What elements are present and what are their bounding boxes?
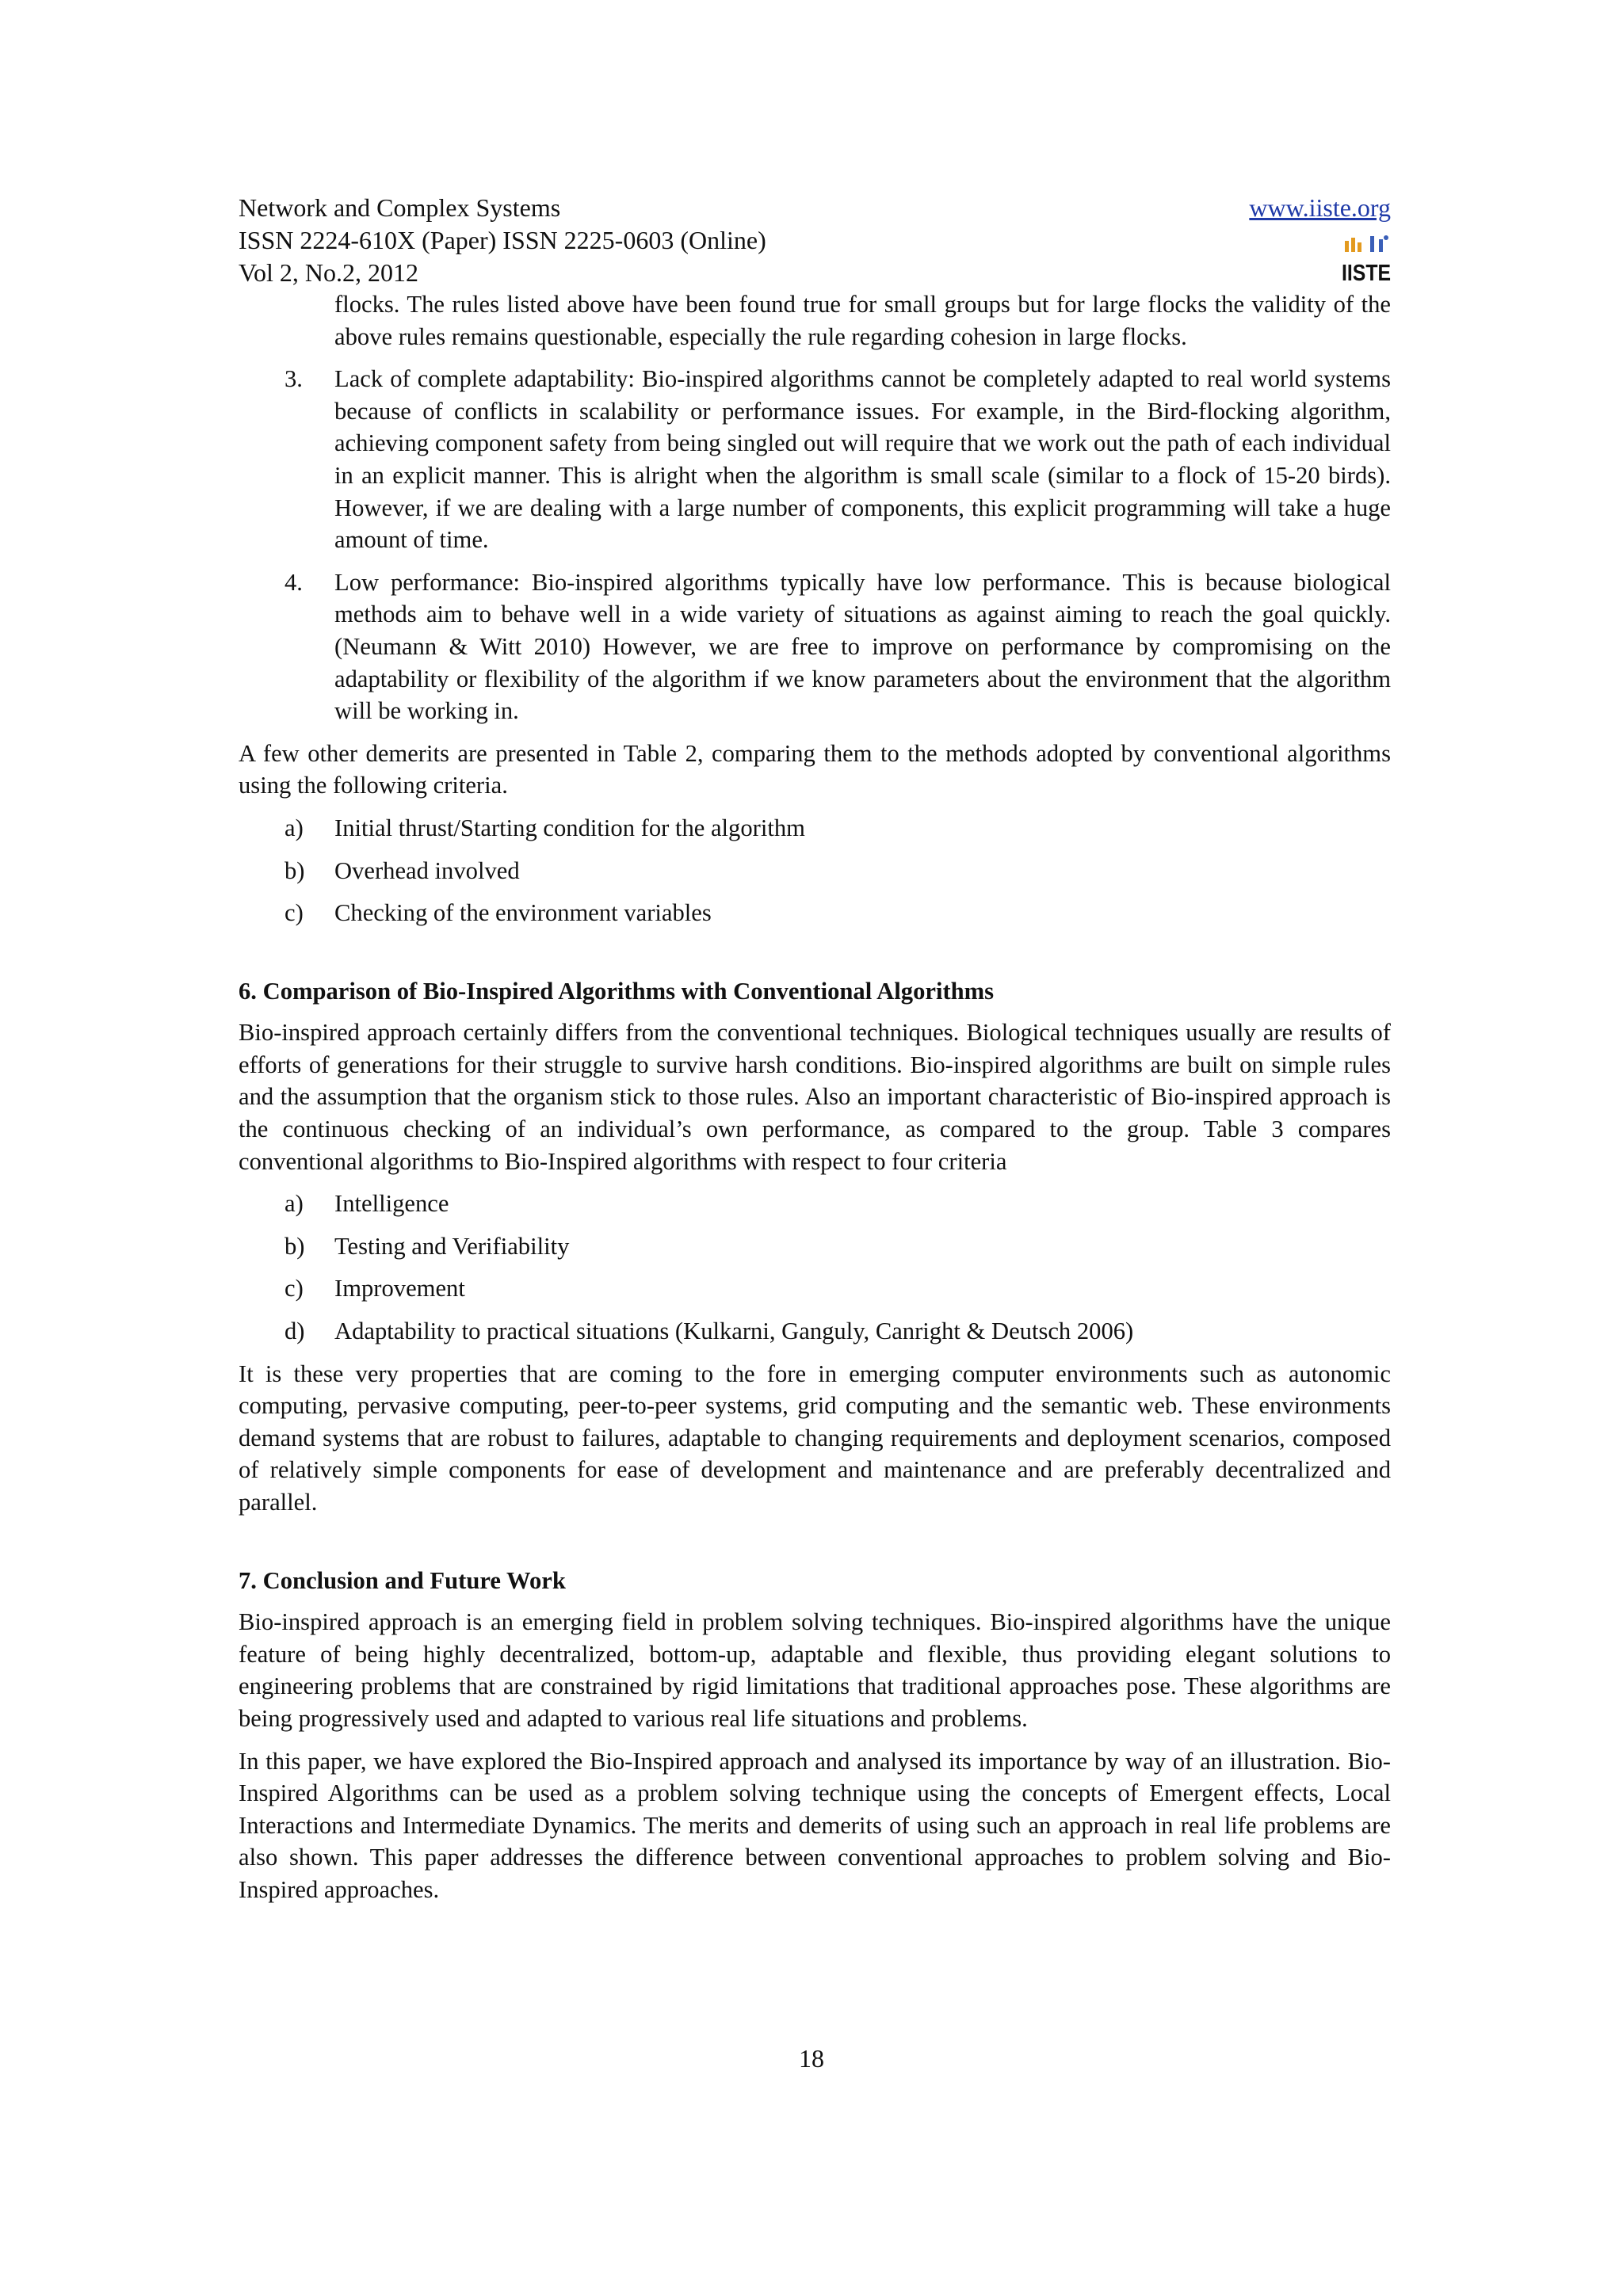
list-item-text: Lack of complete adaptability: Bio-inspired algorithms cannot be completely adapted to real world systems because of conflicts in scalability or performance issues. For example, in the Bird-flocking algorithm, achieving component safety from being singled out will require that we work out the path of each individual in an explicit manner. This is alright when the algorithm is small scale (similar to a flock of 15-20 birds). However, if we are dealing with a large number of components, this explicit programming will take a huge amount of time. [334,365,1391,554]
section-7-paragraph-1: Bio-inspired approach is an emerging field in problem solving techniques. Bio-inspired algorithms have the unique feature of being highly decentralized, bottom-up, adaptable and flexible, thus providing elegant solutions to engineering problems that are constrained by rigid limitations that traditional approaches pose. These algorithms are being progressively used and adapted to various real life situations and problems. [239,1608,1391,1732]
list-item-text: Checking of the environment variables [334,899,712,927]
journal-url-link[interactable]: www.iiste.org [1249,193,1391,222]
section-6-heading: 6. Comparison of Bio-Inspired Algorithms with Conventional Algorithms [239,977,995,1005]
list-item [239,812,1391,845]
page-number: 18 [799,2044,824,2073]
list-marker: 4. [285,568,303,596]
section-6-paragraph-2: It is these very properties that are coming to the fore in emerging computer environments such as autonomic computing, pervasive computing, peer-to-peer systems, grid computing and the semantic web. These environments demand systems that are robust to failures, adaptable to changing requirements and deployment scenarios, composed of relatively simple components for ease of development and maintenance and are preferably decentralized and parallel. [239,1360,1391,1516]
section-6-paragraph-1: Bio-inspired approach certainly differs from the conventional techniques. Biological techniques usually are results of efforts of generations for their struggle to survive harsh conditions. Bio-inspired algorithms are built on simple rules and the assumption that the organism stick to those rules. Also an important characteristic of Bio-inspired approach is the continuous checking of an individual’s own performance, as compared to the group. Table 3 compares conventional algorithms to Bio-Inspired algorithms with respect to four criteria [239,1019,1391,1175]
logo-bar-2 [1351,238,1355,252]
logo-bar-3 [1358,242,1361,252]
list-marker: a) [285,1190,304,1218]
list-item [239,897,1391,929]
journal-name: Network and Complex Systems [239,193,561,222]
list-item-text: Intelligence [334,1190,449,1218]
list-marker: c) [285,1275,304,1302]
list-marker: d) [285,1318,305,1345]
list-item [239,1315,1391,1348]
list-marker: 3. [285,365,303,393]
demerits-numbered-list [239,363,1391,727]
list-marker: a) [285,814,304,841]
list-item-text: Testing and Verifiability [334,1232,570,1260]
iiste-logo [1342,233,1391,284]
issn-line: ISSN 2224-610X (Paper) ISSN 2225-0603 (Online) [239,226,766,254]
logo-bar-5 [1379,239,1383,252]
list-item [239,1272,1391,1305]
list-item-text: Initial thrust/Starting condition for the algorithm [334,814,805,841]
list-item-text: Adaptability to practical situations (Kulkarni, Ganguly, Canright & Deutsch 2006) [334,1318,1134,1345]
list-item-continuation: flocks. The rules listed above have been found true for small groups but for large flocks the validity of the above rules remains questionable, especially the rule regarding cohesion in large flocks. [334,291,1391,350]
list-item [239,1230,1391,1263]
list-item [239,363,1391,556]
list-item-text: Improvement [334,1275,465,1302]
list-item [239,566,1391,727]
logo-bar-4 [1370,236,1374,252]
criteria-list [239,812,1391,929]
logo-wordmark: IISTE [1342,261,1391,286]
logo-dot [1384,235,1388,240]
list-marker: b) [285,856,305,884]
logo-bar-1 [1345,241,1349,252]
list-item [239,855,1391,887]
body-text [239,288,1391,1917]
list-item [239,1188,1391,1220]
comparison-criteria-list [239,1188,1391,1347]
page-header [239,192,1391,289]
section-7-paragraph-2: In this paper, we have explored the Bio-Inspired approach and analysed its importance by way of an illustration. Bio-Inspired Algorithms can be used as a problem solving technique using the concepts of Emergent effects, Local Interactions and Intermediate Dynamics. The merits and demerits of using such an approach in real life problems are also shown. This paper addresses the difference between conventional approaches to problem solving and Bio-Inspired approaches. [239,1747,1391,1903]
list-marker: b) [285,1232,305,1260]
demerits-paragraph: A few other demerits are presented in Table 2, comparing them to the methods adopted by conventional algorithms using the following criteria. [239,739,1391,799]
list-item-text: Low performance: Bio-inspired algorithms typically have low performance. This is because biological methods aim to behave well in a wide variety of situations as against aiming to reach the goal quickly. (Neumann & Witt 2010) However, we are free to improve on performance by compromising on the adaptability or flexibility of the algorithm if we know parameters about the environment that the algorithm will be working in. [334,568,1391,725]
section-7-heading: 7. Conclusion and Future Work [239,1566,566,1594]
list-item-text: Overhead involved [334,856,520,884]
list-marker: c) [285,899,304,927]
volume-line: Vol 2, No.2, 2012 [239,258,418,287]
